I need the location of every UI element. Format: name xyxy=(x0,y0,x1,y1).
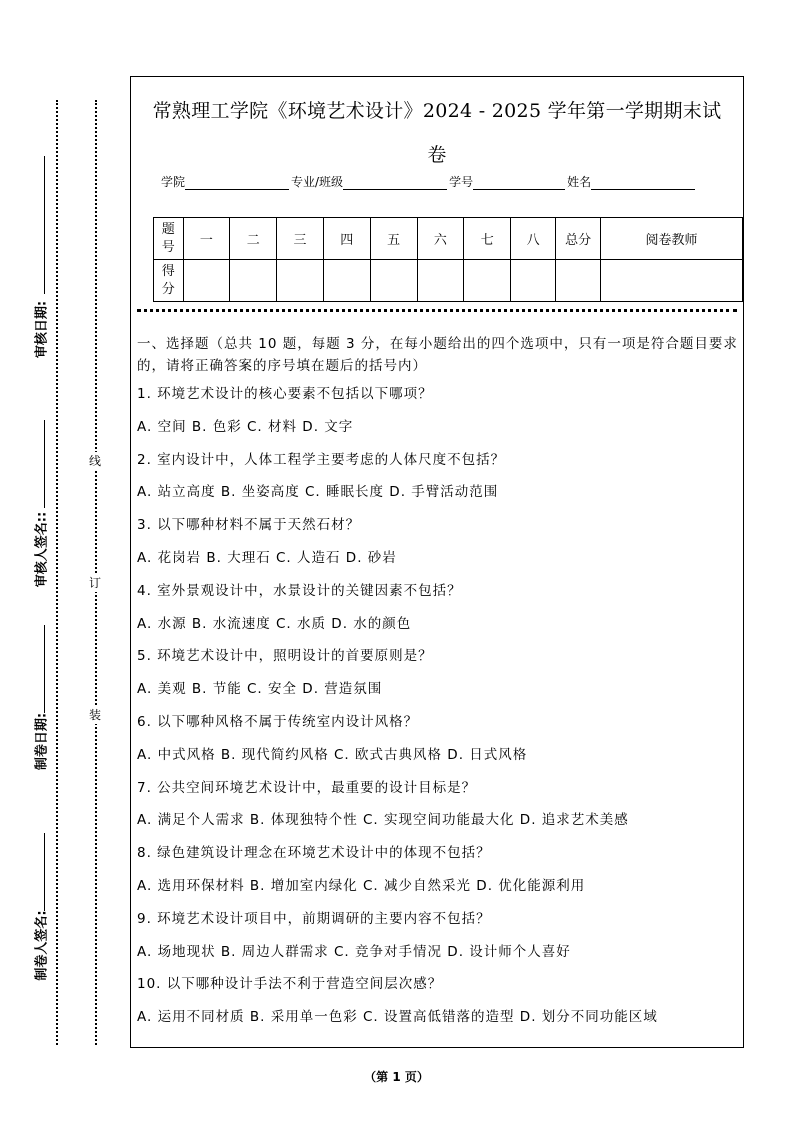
binding-char-ding: 订 xyxy=(89,576,102,590)
answer-options: A. 空间 B. 色彩 C. 材料 D. 文字 xyxy=(137,418,354,435)
question-text: 1. 环境艺术设计的核心要素不包括以下哪项？ xyxy=(137,386,433,402)
question-list xyxy=(137,383,741,1039)
score-header-cell: 三 xyxy=(277,218,324,260)
score-cell[interactable] xyxy=(277,260,324,302)
question-text: 4. 室外景观设计中，水景设计的关键因素不包括？ xyxy=(137,582,462,599)
score-header-cell: 七 xyxy=(464,218,511,260)
question-text: 10. 以下哪种设计手法不利于营造空间层次感？ xyxy=(137,976,443,993)
score-cell[interactable] xyxy=(556,260,601,302)
answer-options: A. 中式风格 B. 现代简约风格 C. 欧式古典风格 D. 日式风格 xyxy=(137,746,528,763)
field-label-name: 姓名 xyxy=(567,175,592,189)
field-blank-name[interactable] xyxy=(591,175,695,190)
score-cell[interactable] xyxy=(370,260,417,302)
signature-line-reviewer-date xyxy=(44,156,45,294)
score-header-cell: 六 xyxy=(417,218,464,260)
score-cell[interactable] xyxy=(511,260,556,302)
score-cell[interactable] xyxy=(417,260,464,302)
reviewer-date-label: 审核日期: xyxy=(34,300,50,359)
choice-section xyxy=(137,333,741,1039)
title-line-2: 卷 xyxy=(427,144,447,166)
score-table-score-row xyxy=(154,260,743,302)
student-info-row xyxy=(161,173,697,190)
score-header-cell: 二 xyxy=(230,218,277,260)
binding-dotted-line-left xyxy=(56,100,58,1045)
section-divider xyxy=(137,309,737,312)
question-text: 3. 以下哪种材料不属于天然石材？ xyxy=(137,517,361,534)
field-label-student-id: 学号 xyxy=(449,175,474,189)
answer-options: A. 选用环保材料 B. 增加室内绿化 C. 减少自然采光 D. 优化能源利用 xyxy=(137,877,586,894)
maker-date-label: 制卷日期: xyxy=(34,712,50,771)
score-header-cell: 阅卷教师 xyxy=(601,218,743,260)
question-text: 5. 环境艺术设计中，照明设计的首要原则是？ xyxy=(137,648,433,665)
question-text: 8. 绿色建筑设计理念在环境艺术设计中的体现不包括？ xyxy=(137,845,491,862)
score-header-cell: 八 xyxy=(511,218,556,260)
answer-options: A. 站立高度 B. 坐姿高度 C. 睡眠长度 D. 手臂活动范围 xyxy=(137,484,499,501)
score-cell[interactable] xyxy=(183,260,230,302)
score-table-header-row xyxy=(154,218,743,260)
page-number: （第 1 页） xyxy=(364,1070,429,1084)
maker-signature-label: 制卷人签名: xyxy=(34,910,50,981)
score-table xyxy=(153,217,743,302)
answer-options: A. 花岗岩 B. 大理石 C. 人造石 D. 砂岩 xyxy=(137,549,397,566)
answer-options: A. 水源 B. 水流速度 C. 水质 D. 水的颜色 xyxy=(137,615,412,632)
question-text: 2. 室内设计中，人体工程学主要考虑的人体尺度不包括？ xyxy=(137,451,506,468)
binding-char-xian: 线 xyxy=(89,454,102,468)
answer-options: A. 场地现状 B. 周边人群需求 C. 竞争对手情况 D. 设计师个人喜好 xyxy=(137,943,571,960)
binding-dotted-line-right xyxy=(95,100,97,1045)
question-text: 6. 以下哪种风格不属于传统室内设计风格？ xyxy=(137,713,419,730)
score-header-cell: 题号 xyxy=(154,218,184,260)
score-header-cell: 五 xyxy=(370,218,417,260)
question-text: 9. 环境艺术设计项目中，前期调研的主要内容不包括？ xyxy=(137,910,491,927)
score-cell[interactable] xyxy=(464,260,511,302)
field-blank-college[interactable] xyxy=(185,175,289,190)
score-cell[interactable] xyxy=(323,260,370,302)
score-header-cell: 总分 xyxy=(556,218,601,260)
score-header-cell: 四 xyxy=(323,218,370,260)
answer-options: A. 运用不同材质 B. 采用单一色彩 C. 设置高低错落的造型 D. 划分不同功能区域 xyxy=(137,1009,658,1026)
question-text: 7. 公共空间环境艺术设计中，最重要的设计目标是？ xyxy=(137,779,477,796)
exam-frame xyxy=(130,76,744,1048)
score-row-label: 得分 xyxy=(154,260,184,302)
binding-char-zhuang: 装 xyxy=(89,708,102,722)
title-line-1: 常熟理工学院《环境艺术设计》2024 - 2025 学年第一学期期末试 xyxy=(152,100,722,122)
score-header-cell: 一 xyxy=(183,218,230,260)
field-label-major-class: 专业/班级 xyxy=(291,175,344,189)
field-blank-major-class[interactable] xyxy=(343,175,447,190)
answer-options: A. 满足个人需求 B. 体现独特个性 C. 实现空间功能最大化 D. 追求艺术美感 xyxy=(137,812,629,829)
field-blank-student-id[interactable] xyxy=(473,175,565,190)
reviewer-signature-label: 审核人签名:: xyxy=(34,511,50,588)
signature-line-maker-date xyxy=(44,625,45,713)
section-intro: 一、选择题（总共 10 题，每题 3 分，在每小题给出的四个选项中，只有一项是符合题目要求的，请将正确答案的序号填在题后的括号内） xyxy=(137,336,738,374)
score-cell[interactable] xyxy=(230,260,277,302)
exam-title xyxy=(131,89,743,177)
binding-margin xyxy=(0,0,128,1122)
answer-options: A. 美观 B. 节能 C. 安全 D. 营造氛围 xyxy=(137,681,383,698)
field-label-college: 学院 xyxy=(161,175,186,189)
score-cell[interactable] xyxy=(601,260,743,302)
